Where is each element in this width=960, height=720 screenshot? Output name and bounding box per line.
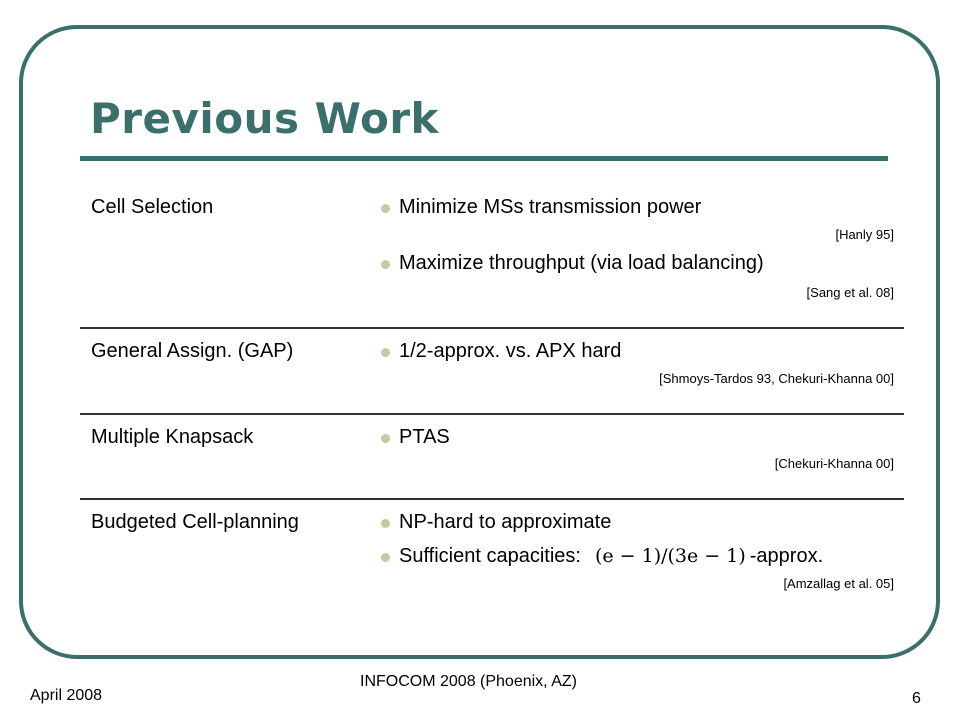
reference-sang: [Sang et al. 08] (806, 285, 894, 300)
bullet-minimize-power (399, 196, 701, 219)
bullet-suffix: -approx. (749, 545, 824, 567)
bullet-sufficient-capacities (399, 545, 823, 568)
bullet-dot-icon (381, 553, 390, 562)
title-underline (80, 156, 888, 161)
bullet-text: NP-hard to approximate (399, 511, 612, 533)
bullet-dot-icon (381, 204, 390, 213)
page-number: 6 (912, 690, 921, 707)
bullet-gap-approx (399, 340, 621, 363)
row-label-gap: General Assign. (GAP) (91, 340, 294, 362)
bullet-text: PTAS (399, 426, 450, 448)
footer-conference: INFOCOM 2008 (Phoenix, AZ) (360, 673, 577, 690)
bullet-dot-icon (381, 434, 390, 443)
bullet-text: Minimize MSs transmission power (399, 196, 702, 218)
bullet-text: Sufficient capacities: (399, 545, 581, 567)
bullet-maximize-throughput (399, 252, 764, 275)
bullet-text: 1/2-approx. vs. APX hard (399, 340, 622, 362)
reference-shmoys: [Shmoys-Tardos 93, Chekuri-Khanna 00] (659, 371, 894, 386)
approx-ratio-formula: (e − 1)/(3e − 1) (594, 545, 746, 567)
slide-title: Previous Work (90, 94, 439, 143)
bullet-text: Maximize throughput (via load balancing) (399, 252, 764, 274)
bullet-np-hard (399, 511, 611, 534)
bullet-ptas (399, 426, 450, 449)
footer-date: April 2008 (30, 687, 103, 704)
bullet-dot-icon (381, 348, 390, 357)
row-label-knapsack: Multiple Knapsack (91, 426, 254, 448)
reference-chekuri: [Chekuri-Khanna 00] (774, 456, 894, 471)
row-separator (80, 413, 904, 415)
row-label-cell-selection: Cell Selection (91, 196, 214, 218)
row-separator (80, 498, 904, 500)
reference-hanly: [Hanly 95] (835, 227, 894, 242)
bullet-dot-icon (381, 260, 390, 269)
bullet-dot-icon (381, 519, 390, 528)
row-separator (80, 327, 904, 329)
reference-amzallag: [Amzallag et al. 05] (783, 576, 894, 591)
row-label-budgeted: Budgeted Cell-planning (91, 511, 299, 533)
